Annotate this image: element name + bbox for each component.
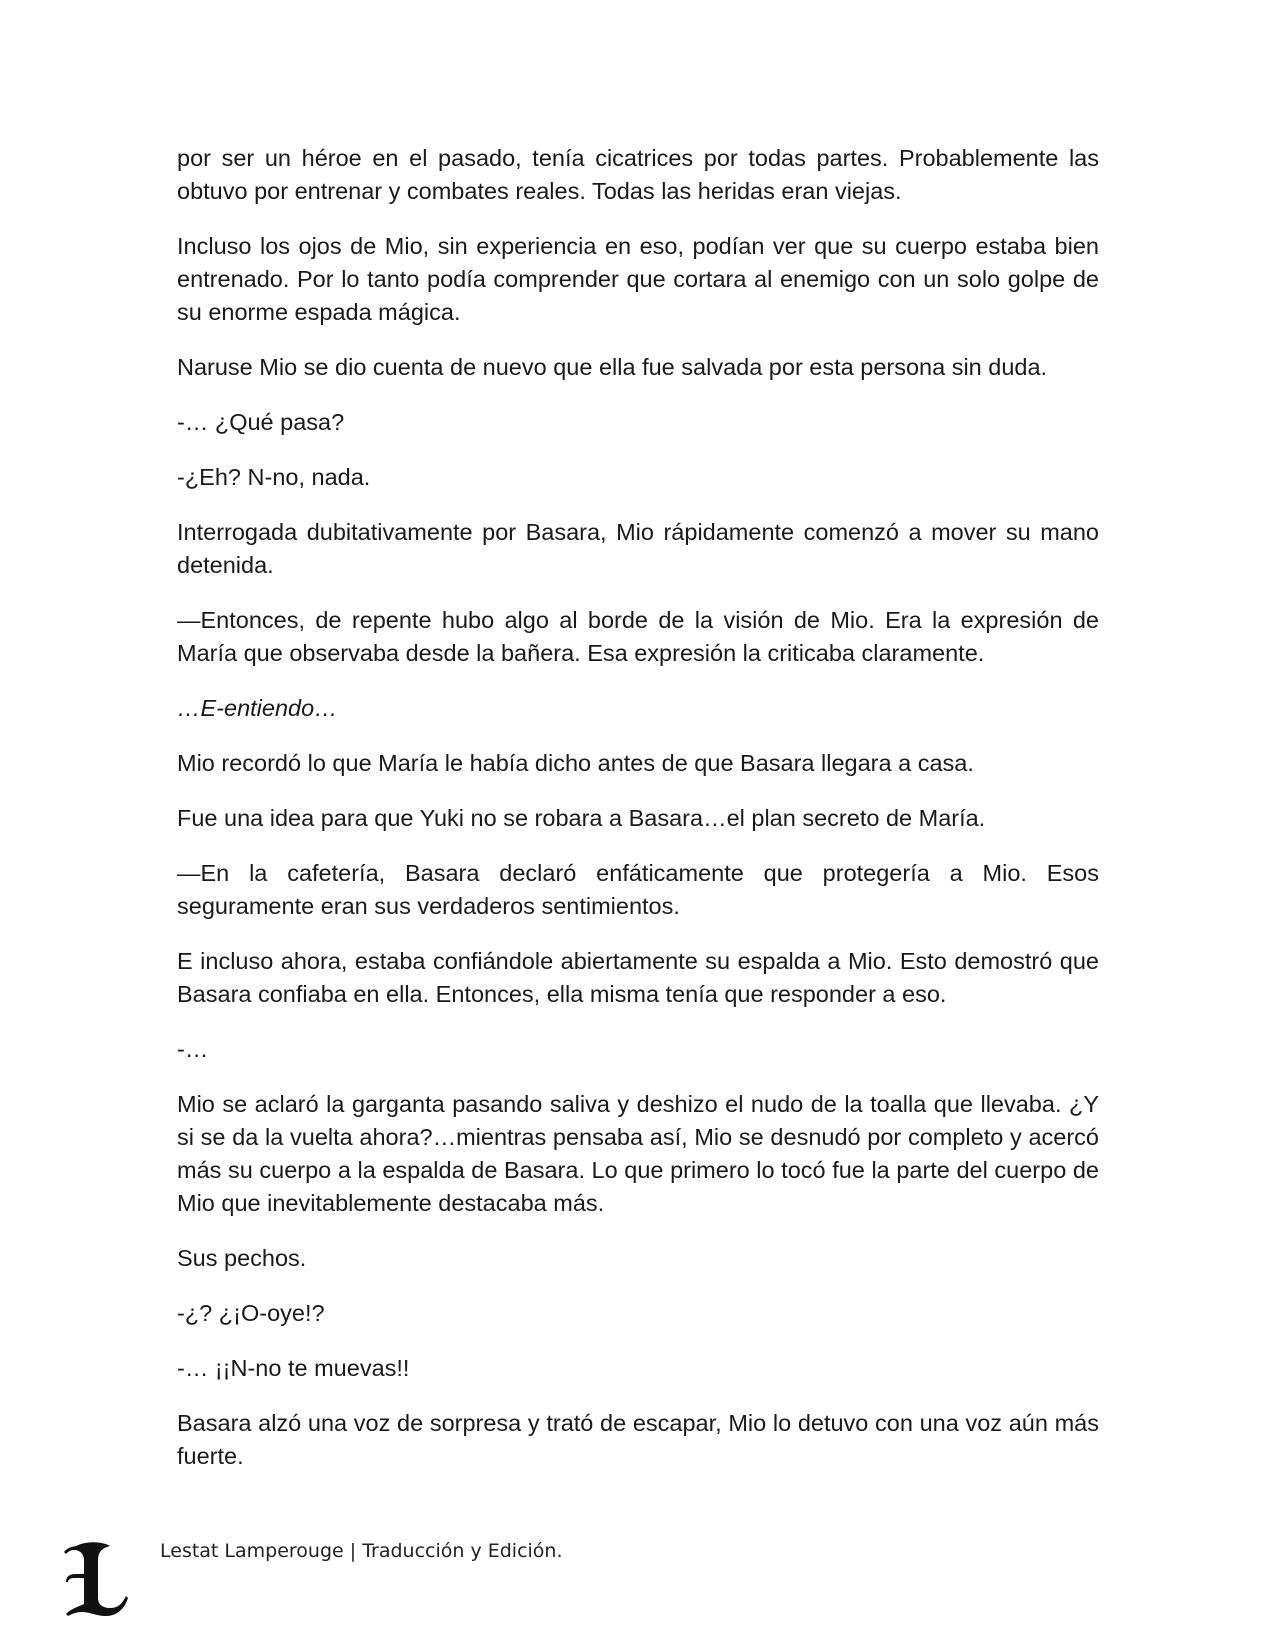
gothic-L-icon	[62, 1538, 132, 1618]
paragraph: por ser un héroe en el pasado, tenía cicatrices por todas partes. Probablemente las obtuvo por entrenar y combates reales. Todas las heridas eran viejas.	[177, 145, 1099, 204]
dialogue-line: -¿Eh? N-no, nada.	[177, 464, 371, 490]
paragraph: Basara alzó una voz de sorpresa y trató de escapar, Mio lo detuvo con una voz aún más fuerte.	[177, 1410, 1099, 1469]
page-footer	[62, 1538, 762, 1628]
thought-line: …E-entiendo…	[177, 695, 338, 721]
paragraph: —Entonces, de repente hubo algo al borde de la visión de Mio. Era la expresión de María que observaba desde la bañera. Esa expresión la criticaba claramente.	[177, 607, 1099, 666]
dialogue-line: -¿? ¿¡O-oye!?	[177, 1300, 325, 1326]
paragraph: Interrogada dubitativamente por Basara, Mio rápidamente comenzó a mover su mano detenida.	[177, 519, 1099, 578]
paragraph: Incluso los ojos de Mio, sin experiencia en eso, podían ver que su cuerpo estaba bien entrenado. Por lo tanto podía comprender que cortara al enemigo con un solo golpe de su enorme espada mágica.	[177, 233, 1099, 325]
body-text	[177, 142, 1099, 1495]
paragraph: Naruse Mio se dio cuenta de nuevo que ella fue salvada por esta persona sin duda.	[177, 354, 1048, 380]
dialogue-line: -… ¿Qué pasa?	[177, 409, 345, 435]
paragraph: E incluso ahora, estaba confiándole abiertamente su espalda a Mio. Esto demostró que Basara confiaba en ella. Entonces, ella misma tenía que responder a eso.	[177, 948, 1099, 1007]
paragraph: Mio recordó lo que María le había dicho antes de que Basara llegara a casa.	[177, 750, 974, 776]
dialogue-line: -…	[177, 1036, 209, 1062]
footer-credit: Lestat Lamperouge | Traducción y Edición.	[160, 1540, 563, 1562]
dialogue-line: -… ¡¡N-no te muevas!!	[177, 1355, 410, 1381]
paragraph: Fue una idea para que Yuki no se robara a Basara…el plan secreto de María.	[177, 805, 986, 831]
paragraph: —En la cafetería, Basara declaró enfáticamente que protegería a Mio. Esos seguramente eran sus verdaderos sentimientos.	[177, 860, 1099, 919]
paragraph: Sus pechos.	[177, 1245, 307, 1271]
paragraph: Mio se aclaró la garganta pasando saliva y deshizo el nudo de la toalla que llevaba. ¿Y si se da la vuelta ahora?…mientras pensaba así, Mio se desnudó por completo y acercó más su cuerpo a la espalda de Basara. Lo que primero lo tocó fue la parte del cuerpo de Mio que inevitablemente destacaba más.	[177, 1091, 1099, 1216]
